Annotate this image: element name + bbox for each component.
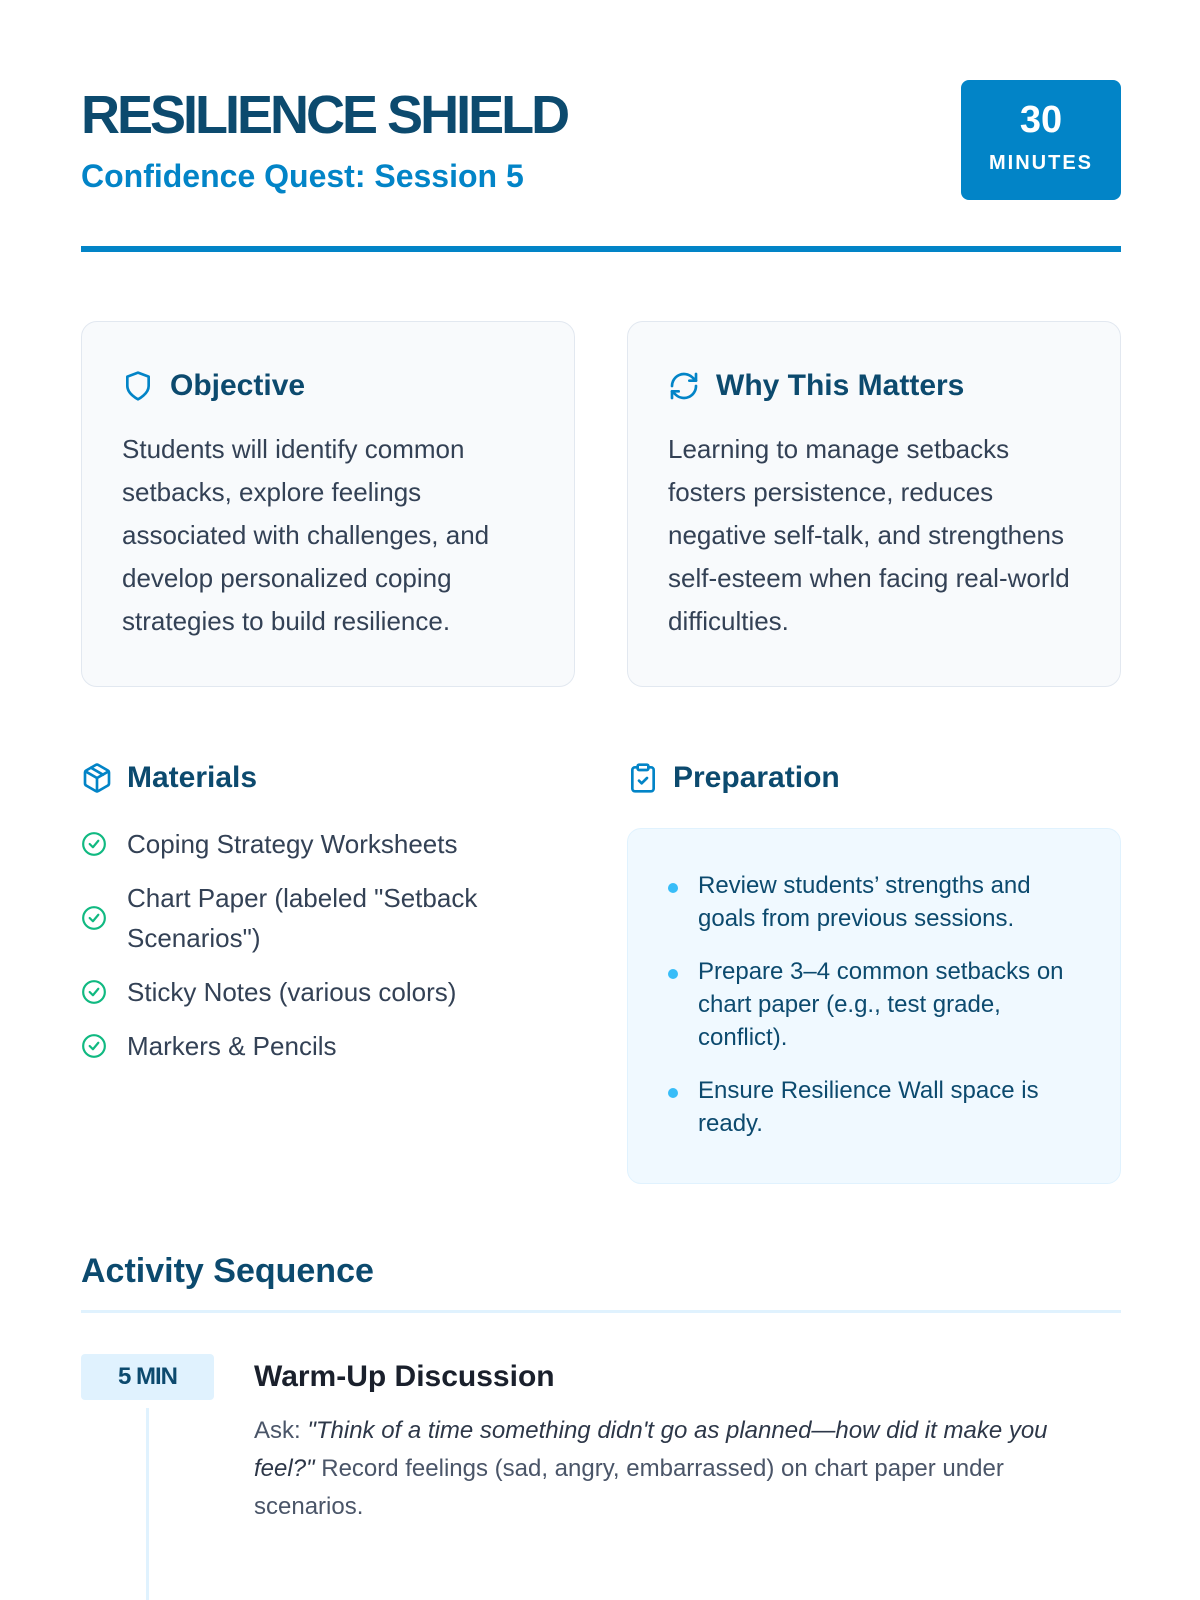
list-item [668, 869, 1080, 935]
materials-header [81, 754, 257, 802]
objective-text: Students will identify common setbacks, explore feelings associated with challenges, and develop personalized coping strategies to build resilience. [122, 434, 490, 636]
activity-divider [81, 1310, 1121, 1313]
preparation-title: Preparation [673, 761, 840, 794]
preparation-list [668, 869, 1080, 1140]
bullet-dot [668, 883, 678, 893]
check-circle-icon [81, 979, 107, 1005]
list-item [668, 955, 1080, 1054]
step-body [254, 1354, 1114, 1526]
objective-title: Objective [170, 369, 306, 402]
why-text: Learning to manage setbacks fosters persistence, reduces negative self-talk, and strengthens self-esteem when facing real-world difficulties. [668, 434, 1070, 636]
step-prefix: Ask: [254, 1417, 308, 1444]
step-duration-badge: 5 MIN [81, 1354, 214, 1400]
step-title: Warm-Up Discussion [254, 1360, 555, 1393]
materials-list [81, 824, 561, 1080]
check-circle-icon [81, 831, 107, 857]
preparation-header [627, 754, 840, 802]
activity-sequence-title: Activity Sequence [81, 1252, 374, 1290]
bullet-dot [668, 969, 678, 979]
package-icon [81, 762, 113, 794]
list-item [81, 824, 561, 864]
refresh-icon [668, 370, 700, 402]
why-title: Why This Matters [716, 369, 965, 402]
list-item [668, 1074, 1080, 1140]
page-title: RESILIENCE SHIELD [81, 85, 568, 145]
page-subtitle: Confidence Quest: Session 5 [81, 158, 524, 194]
header-divider [81, 246, 1121, 252]
header [81, 80, 1121, 255]
material-label: Chart Paper (labeled "Setback Scenarios") [127, 883, 478, 953]
why-card [627, 321, 1121, 687]
timeline-line [146, 1408, 149, 1600]
materials-title: Materials [127, 761, 258, 794]
list-item [81, 878, 561, 958]
list-item [81, 1026, 561, 1066]
duration-value: 30 [1019, 99, 1063, 141]
list-item [81, 972, 561, 1012]
clipboard-check-icon [627, 762, 659, 794]
objective-card [81, 321, 575, 687]
step-quote: "Think of a time something didn't go as planned—how did it make you feel?" [254, 1417, 1048, 1482]
shield-icon [122, 370, 154, 402]
check-circle-icon [81, 1033, 107, 1059]
preparation-box [627, 828, 1121, 1184]
duration-badge [961, 80, 1121, 200]
material-label: Coping Strategy Worksheets [127, 829, 458, 859]
material-label: Markers & Pencils [127, 1031, 337, 1061]
preparation-text: Prepare 3–4 common setbacks on chart paper (e.g., test grade, conflict). [698, 958, 1064, 1051]
check-circle-icon [81, 905, 107, 931]
step-description [254, 1412, 1114, 1526]
material-label: Sticky Notes (various colors) [127, 977, 457, 1007]
step-suffix: Record feelings (sad, angry, embarrassed) on chart paper under scenarios. [254, 1455, 1004, 1520]
preparation-text: Ensure Resilience Wall space is ready. [698, 1077, 1039, 1137]
bullet-dot [668, 1088, 678, 1098]
duration-unit: MINUTES [989, 152, 1093, 174]
preparation-text: Review students’ strengths and goals from previous sessions. [698, 872, 1031, 932]
